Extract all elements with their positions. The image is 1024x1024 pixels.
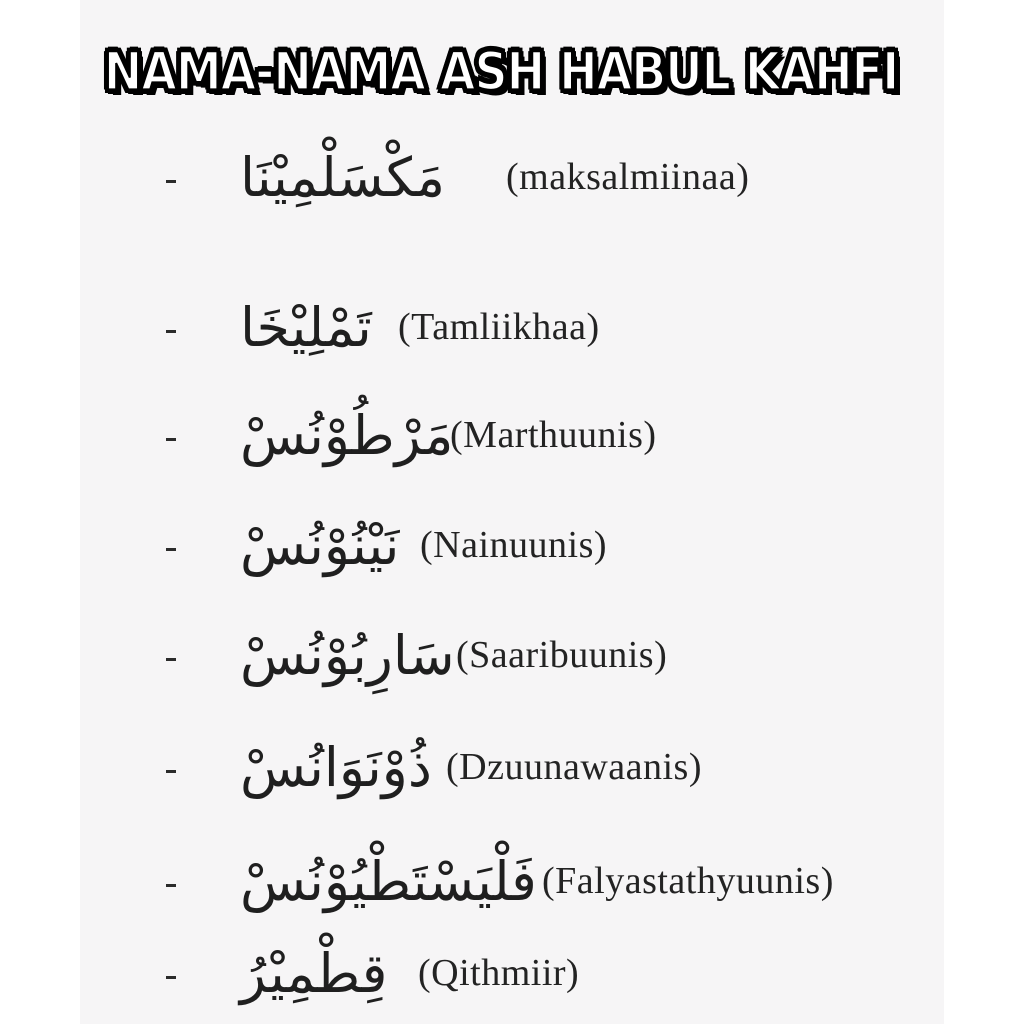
bullet-dash bbox=[166, 658, 176, 661]
bullet-dash bbox=[166, 976, 176, 979]
list-item bbox=[80, 390, 944, 490]
bullet-dash bbox=[166, 438, 176, 441]
bullet-dash bbox=[166, 884, 176, 887]
document-page bbox=[80, 0, 944, 1024]
latin-name: (maksalmiinaa) bbox=[506, 156, 750, 198]
arabic-name: سَارِبُوْنُسْ bbox=[240, 624, 455, 687]
arabic-name: نَيْنُوْنُسْ bbox=[240, 514, 400, 577]
list-item bbox=[80, 610, 944, 710]
list-item bbox=[80, 132, 944, 232]
bullet-dash bbox=[166, 330, 176, 333]
latin-name: (Qithmiir) bbox=[418, 952, 580, 994]
bullet-dash bbox=[166, 180, 176, 183]
bullet-dash bbox=[166, 548, 176, 551]
list-item bbox=[80, 928, 944, 1024]
bullet-dash bbox=[166, 770, 176, 773]
list-item bbox=[80, 500, 944, 600]
latin-name: (Marthuunis) bbox=[450, 414, 657, 456]
arabic-name: ذُوْنَوَانُسْ bbox=[240, 736, 432, 799]
latin-name: (Saaribuunis) bbox=[456, 634, 668, 676]
page-title: NAMA-NAMA ASH HABUL KAHFI bbox=[103, 39, 899, 103]
names-list bbox=[80, 0, 944, 1024]
arabic-name: فَلْيَسْتَطْيُوْنُسْ bbox=[240, 850, 537, 913]
latin-name: (Dzuunawaanis) bbox=[446, 746, 703, 788]
list-item bbox=[80, 722, 944, 822]
arabic-name: قِطْمِيْرُ bbox=[240, 942, 388, 1005]
latin-name: (Falyastathyuunis) bbox=[542, 860, 834, 902]
latin-name: (Nainuunis) bbox=[420, 524, 608, 566]
arabic-name: مَرْطُوْنُسْ bbox=[240, 404, 454, 467]
list-item bbox=[80, 282, 944, 382]
latin-name: (Tamliikhaa) bbox=[398, 306, 600, 348]
arabic-name: مَكْسَلْمِيْنَا bbox=[240, 146, 446, 209]
arabic-name: تَمْلِيْخَا bbox=[240, 296, 372, 359]
list-item bbox=[80, 836, 944, 936]
